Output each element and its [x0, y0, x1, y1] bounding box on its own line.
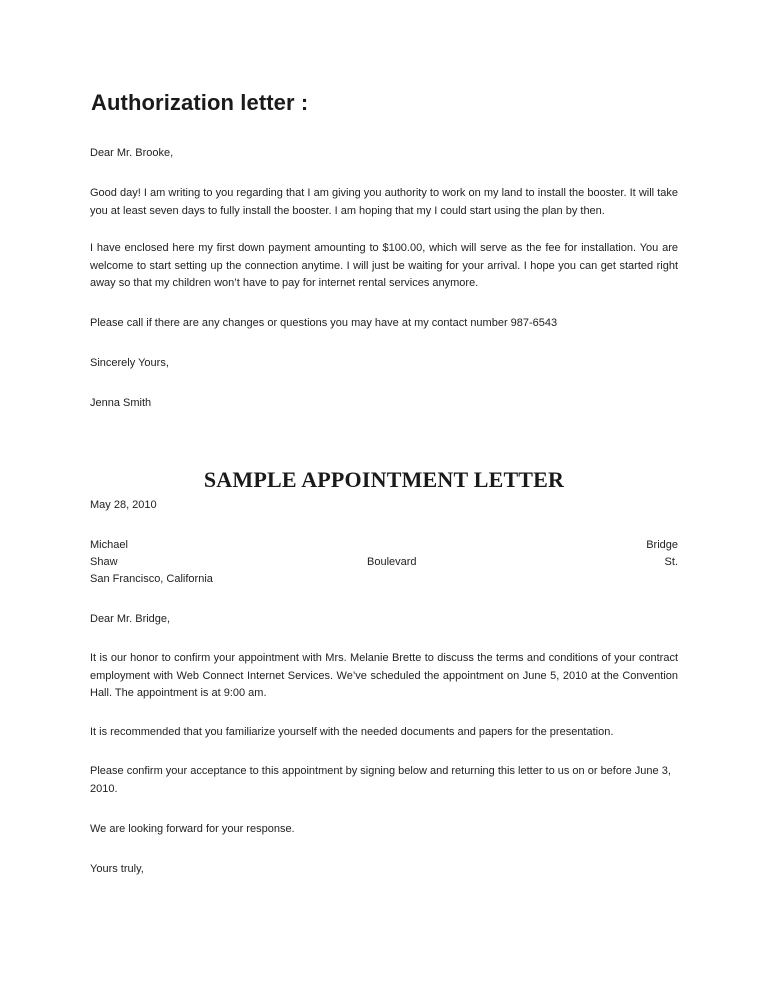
address-street-suffix: St.	[664, 556, 678, 568]
authorization-salutation: Dear Mr. Brooke,	[90, 147, 174, 159]
document-page	[90, 0, 678, 994]
address-street-type: Boulevard	[367, 556, 417, 568]
appointment-paragraph-4: We are looking forward for your response.	[90, 823, 295, 835]
authorization-closing: Sincerely Yours,	[90, 357, 169, 369]
appointment-date: May 28, 2010	[90, 499, 157, 511]
appointment-paragraph-2: It is recommended that you familiarize yourself with the needed documents and papers for the presentation.	[90, 726, 614, 738]
address-last-name: Bridge	[646, 539, 678, 551]
appointment-paragraph-1: It is our honor to confirm your appointment with Mrs. Melanie Brette to discuss the terms and conditions of your contract employment with Web Connect Internet Services. We’ve scheduled the appointment on June 5, 2010 at the Convention Hall. The appointment is at 9:00 am.	[90, 652, 678, 699]
address-first-name: Michael	[90, 539, 128, 551]
appointment-closing: Yours truly,	[90, 863, 144, 875]
appointment-title: SAMPLE APPOINTMENT LETTER	[203, 467, 565, 492]
authorization-title: Authorization letter :	[91, 90, 309, 115]
authorization-paragraph-2: I have enclosed here my first down payment amounting to $100.00, which will serve as the fee for installation. You are welcome to start setting up the connection anytime. I will just be waiting for your arrival. I hope you can get started right away so that my children won’t have to pay for internet rental services anymore.	[90, 242, 678, 289]
authorization-paragraph-1: Good day! I am writing to you regarding that I am giving you authority to work on my land to install the booster. It will take you at least seven days to fully install the booster. I am hoping that my I could start using the plan by then.	[90, 187, 678, 217]
authorization-paragraph-3: Please call if there are any changes or questions you may have at my contact number 987-6543	[90, 317, 558, 329]
address-city: San Francisco, California	[90, 573, 213, 585]
appointment-paragraph-3: Please confirm your acceptance to this appointment by signing below and returning this letter to us on or before June 3, 2010.	[90, 765, 671, 795]
authorization-signature: Jenna Smith	[90, 397, 152, 409]
address-line-2	[90, 554, 678, 571]
address-line-1	[90, 537, 678, 554]
appointment-salutation: Dear Mr. Bridge,	[90, 613, 171, 625]
address-street-name: Shaw	[90, 556, 118, 568]
